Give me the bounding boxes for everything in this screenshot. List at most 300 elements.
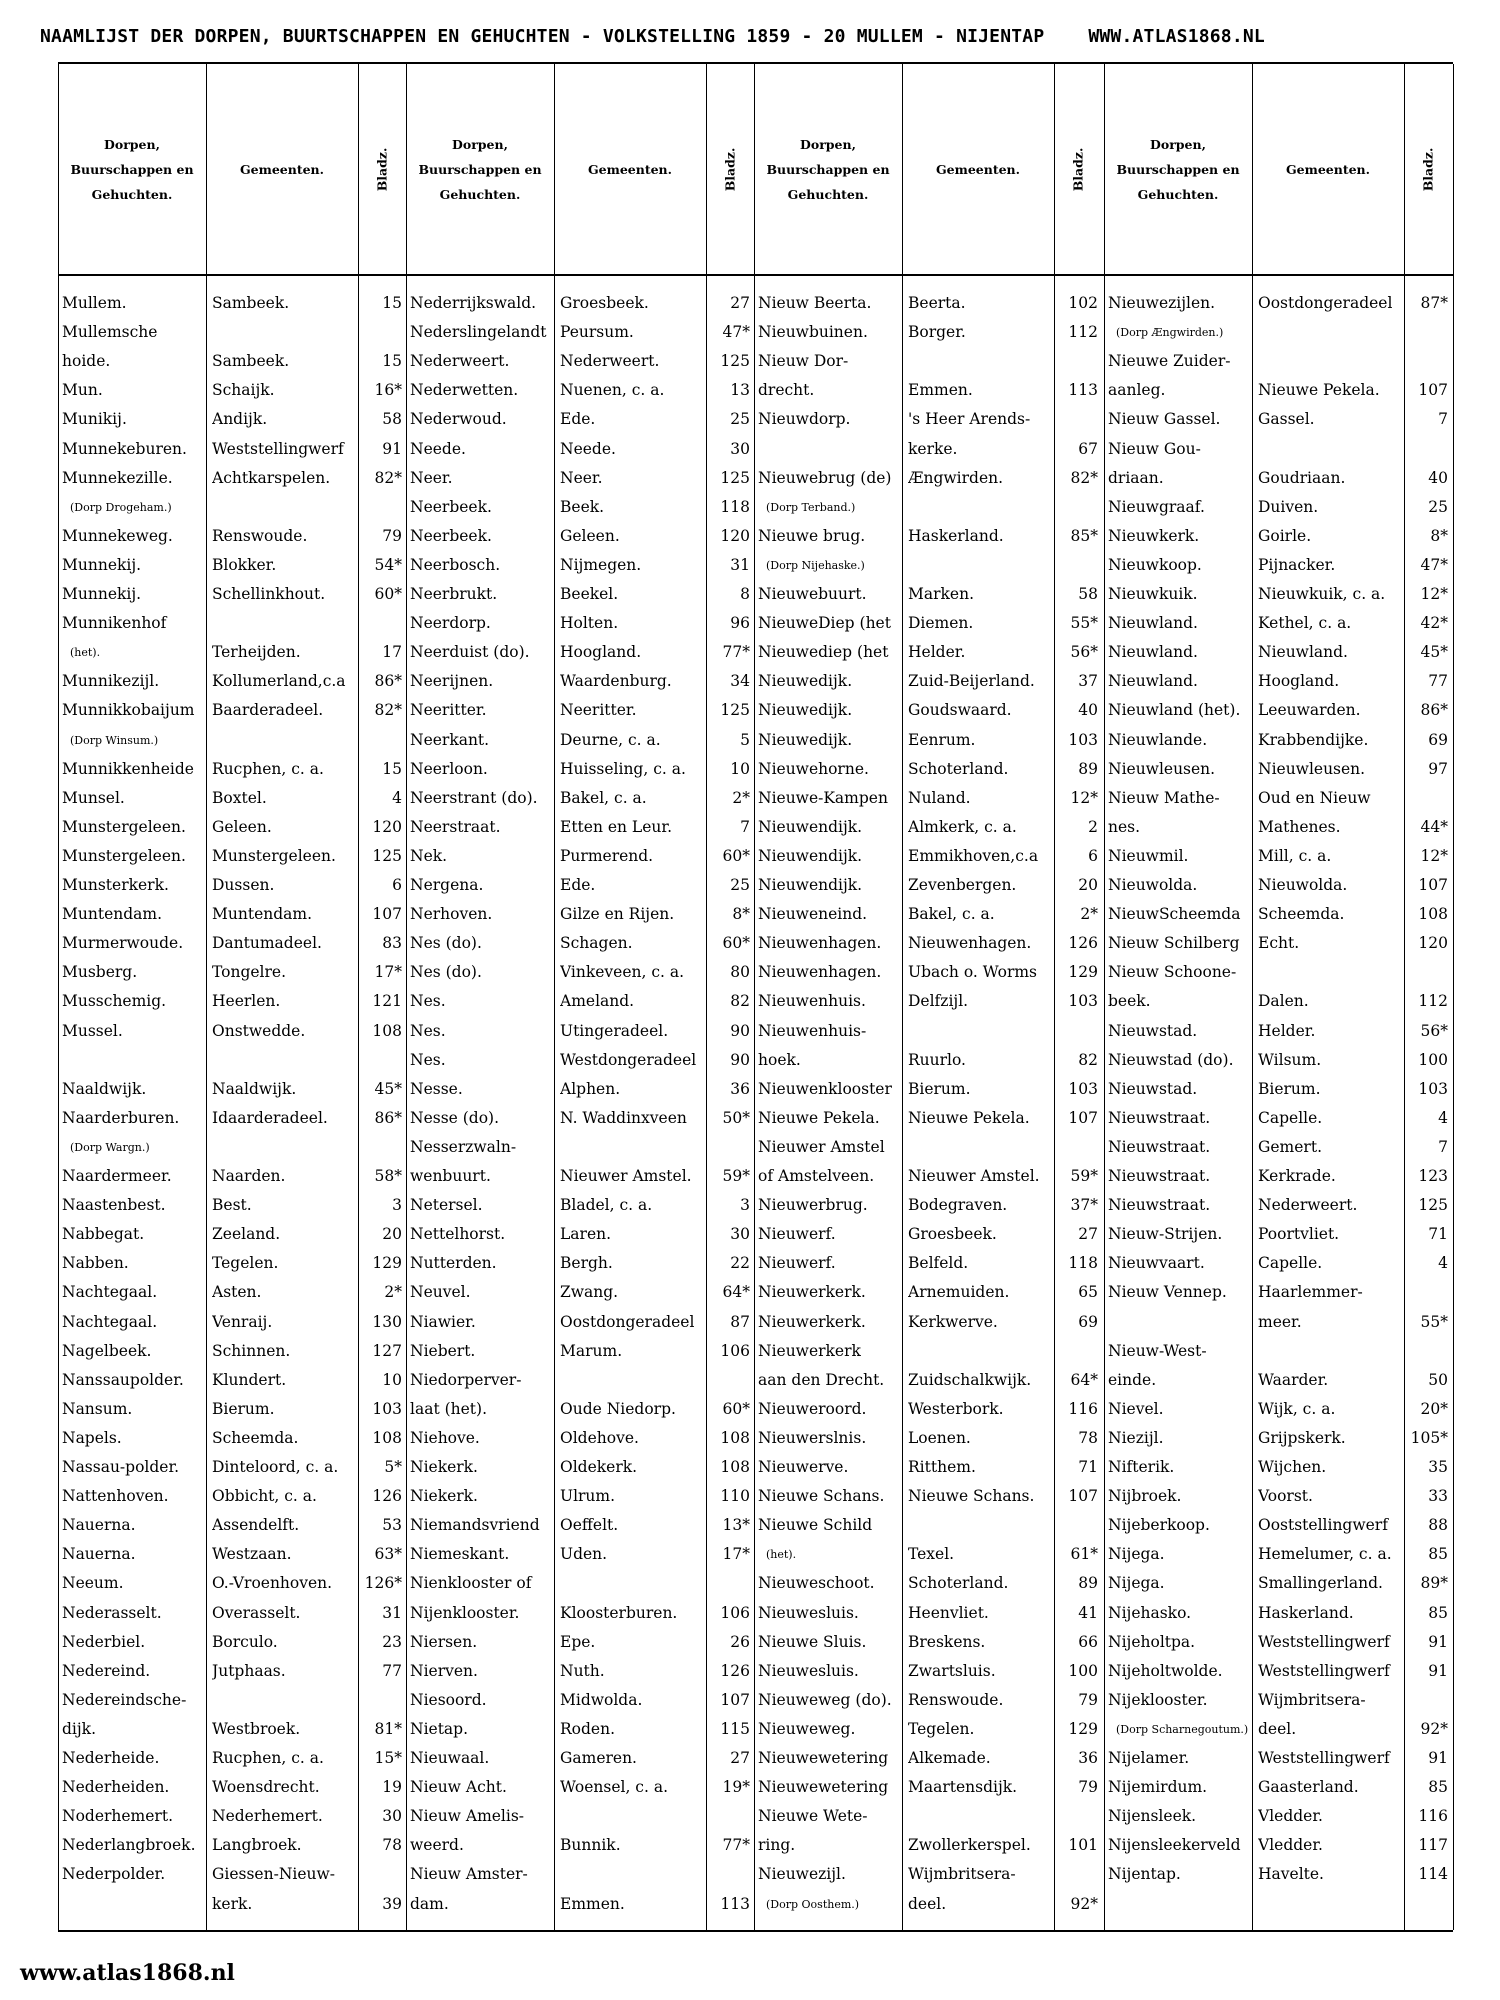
page-number: 92* (1420, 1719, 1448, 1738)
place-name: Nieuw Gou- (1108, 439, 1201, 458)
page-number: 126 (720, 1661, 750, 1680)
municipality-name (560, 1860, 704, 1889)
municipality-name: Haarlemmer- (1258, 1283, 1363, 1302)
column-rule (358, 64, 359, 1930)
municipality-name: Best. (212, 1196, 252, 1215)
municipality-name: Zuid-Beijerland. (908, 672, 1035, 691)
page-number: 56* (1420, 1021, 1448, 1040)
place-name: Nederlangbroek. (62, 1836, 196, 1855)
page-number: 106 (720, 1341, 750, 1360)
municipality-name: Terheijden. (212, 643, 301, 662)
municipality-name: Capelle. (1258, 1108, 1323, 1127)
page-number: 53 (382, 1516, 402, 1535)
municipality-name: Epe. (560, 1632, 596, 1651)
page-number: 63* (374, 1545, 402, 1564)
municipality-name: Helder. (908, 643, 966, 662)
municipality-name: Zeeland. (212, 1225, 281, 1244)
column-rule (206, 64, 207, 1930)
municipality-name: Gaasterland. (1258, 1778, 1359, 1797)
municipality-name: Kethel, c. a. (1258, 614, 1352, 633)
place-name (1108, 1308, 1250, 1337)
place-name: Nes (do). (410, 963, 482, 982)
page-number: 66 (1078, 1632, 1098, 1651)
page-number: 125 (720, 701, 750, 720)
place-name: (het). (766, 1548, 797, 1562)
page-number: 19* (722, 1778, 750, 1797)
page-number: 35 (1428, 1458, 1448, 1476)
municipality-name: Dussen. (212, 876, 275, 894)
page-number (708, 1133, 750, 1162)
page-number: 60* (722, 1399, 750, 1418)
municipality-name: Holten. (560, 614, 619, 633)
page-number (708, 1802, 750, 1831)
municipality-name: Belfeld. (908, 1254, 969, 1273)
municipality-name: Rucphen, c. a. (212, 759, 324, 778)
page-number: 7 (1438, 410, 1448, 429)
place-name: Nieuwerbrug. (758, 1196, 868, 1215)
place-name: Nieuwmil. (1108, 846, 1189, 865)
municipality-name: Zwollerkerspel. (908, 1836, 1031, 1855)
place-name: Munnekeburen. (62, 439, 187, 458)
place-name: Nieuwdorp. (758, 410, 851, 429)
place-name: Neerloon. (410, 759, 488, 778)
municipality-name (1258, 1890, 1402, 1919)
place-name: Nieuweneind. (758, 905, 868, 924)
header-page (1406, 64, 1450, 274)
place-name: Niawier. (410, 1312, 476, 1331)
municipality-name: Schoterland. (908, 759, 1009, 778)
place-name: Nierven. (410, 1661, 478, 1680)
place-name: Nieuwland (het). (1108, 701, 1241, 720)
place-name: hoek. (758, 1050, 801, 1069)
municipality-name (560, 1133, 704, 1162)
place-name: Nieuwe Pekela. (758, 1108, 880, 1127)
municipality-name: Nuenen, c. a. (560, 381, 665, 400)
header-place (756, 64, 900, 274)
municipality-name: Schellinkhout. (212, 585, 326, 603)
page-number: 27 (730, 294, 750, 312)
place-name: Nieuwesluis. (758, 1603, 859, 1622)
place-name: Neer. (410, 468, 453, 487)
municipality-name: Scheemda. (1258, 905, 1345, 924)
column-header-row (406, 64, 754, 276)
page-number: 30 (730, 439, 750, 458)
page-number: 91 (1428, 1661, 1448, 1680)
place-name: aan den Drecht. (758, 1370, 885, 1389)
page-number: 58* (374, 1167, 402, 1185)
column-rule (754, 64, 755, 1930)
place-name: Nijehasko. (1108, 1603, 1192, 1622)
municipality-name: Heenvliet. (908, 1603, 989, 1622)
place-name: Neede. (410, 439, 466, 458)
page-number: 15 (382, 294, 402, 312)
page-number: 26 (730, 1632, 750, 1651)
header-place (1106, 64, 1250, 274)
municipality-name: Woensel, c. a. (560, 1778, 669, 1797)
page-number: 130 (372, 1312, 402, 1331)
page-number (1406, 1278, 1448, 1307)
page-number: 85 (1428, 1778, 1448, 1797)
page-number: 23 (382, 1632, 402, 1651)
municipality-name: Giessen-Nieuw- (212, 1865, 335, 1884)
page-number (708, 1860, 750, 1889)
page-number (1406, 784, 1448, 813)
municipality-name: Dantumadeel. (212, 934, 322, 953)
municipality-name: Baarderadeel. (212, 701, 324, 720)
page-number: 82* (374, 701, 402, 720)
page-number: 108 (1418, 905, 1448, 924)
place-name: Nieuwendijk. (758, 817, 863, 836)
place-name: Nijensleek. (1108, 1807, 1197, 1826)
municipality-name: Vinkeveen, c. a. (560, 963, 685, 982)
municipality-name: Etten en Leur. (560, 817, 673, 836)
page-number: 108 (720, 1428, 750, 1447)
page-number: 88 (1428, 1516, 1448, 1535)
municipality-name: Oostdongeradeel (560, 1312, 695, 1331)
municipality-name: N. Waddinxveen (560, 1108, 687, 1127)
page-number (360, 1046, 402, 1075)
municipality-name: Geleen. (560, 526, 620, 545)
page-number: 15 (382, 352, 402, 371)
place-name: Nieuwewetering (758, 1778, 889, 1797)
page-number: 125 (372, 846, 402, 865)
place-name: Niebert. (410, 1341, 476, 1360)
municipality-name: Hemelumer, c. a. (1258, 1545, 1392, 1564)
place-name: Musberg. (62, 963, 138, 982)
municipality-name: Sambeek. (212, 294, 290, 312)
column-band-4 (1104, 64, 1453, 1930)
place-name: Nieuweweg (do). (758, 1690, 892, 1709)
page-number (360, 493, 402, 522)
municipality-name: Tegelen. (908, 1719, 975, 1738)
page-number: 77* (722, 643, 750, 662)
municipality-name: Roden. (560, 1719, 616, 1738)
municipality-name: Beekel. (560, 585, 619, 603)
page-number: 108 (372, 1428, 402, 1447)
place-name: Munnikkobaijum (62, 701, 195, 720)
place-name: Nederbiel. (62, 1632, 146, 1651)
place-name: NieuwScheemda (1108, 905, 1241, 924)
place-name: Nieuwenhagen. (758, 963, 882, 982)
page-number: 3 (392, 1196, 402, 1215)
page-number: 13* (722, 1516, 750, 1535)
page-number: 110 (720, 1487, 750, 1506)
page-number: 42* (1420, 614, 1448, 633)
page-number: 4 (1438, 1254, 1448, 1273)
place-name: Munstergeleen. (62, 817, 186, 836)
page-number: 129 (372, 1254, 402, 1273)
page-number: 25 (730, 876, 750, 894)
place-name: Nek. (410, 846, 448, 865)
place-name: Nesserzwaln- (410, 1137, 517, 1156)
municipality-name: Naaldwijk. (212, 1079, 297, 1098)
municipality-name: Oeffelt. (560, 1516, 619, 1535)
page-number (1056, 1511, 1098, 1540)
place-name: Nieuwerve. (758, 1458, 849, 1476)
column-rule (58, 64, 59, 1930)
column-header-row (754, 64, 1104, 276)
municipality-name: Delfzijl. (908, 992, 969, 1011)
page-number: 123 (1418, 1167, 1448, 1185)
place-name: Mullemsche (62, 323, 158, 342)
municipality-name: Goirle. (1258, 526, 1312, 545)
place-name: Nieuwesluis. (758, 1661, 859, 1680)
page-number: 16* (374, 381, 402, 400)
municipality-name: Bergh. (560, 1254, 613, 1273)
page-number: 10 (730, 759, 750, 778)
page-number: 86* (374, 672, 402, 691)
place-name: Nederheide. (62, 1749, 160, 1767)
column-rule (1054, 64, 1055, 1930)
place-name: Nieuwerf. (758, 1225, 836, 1244)
municipality-name: Beek. (560, 497, 605, 516)
place-name: Nieuwgraaf. (1108, 497, 1205, 516)
place-name: Nieuwebuurt. (758, 585, 867, 603)
municipality-name: Zuidschalkwijk. (908, 1370, 1032, 1389)
page-number: 8* (732, 905, 750, 924)
municipality-name: Voorst. (1258, 1487, 1313, 1506)
column-rule (1453, 64, 1454, 1930)
page-number: 50* (722, 1108, 750, 1127)
place-name: Nauerna. (62, 1516, 136, 1535)
place-name: (Dorp Oosthem.) (766, 1897, 860, 1911)
place-name: Nieuwkerk. (1108, 526, 1200, 545)
place-name: Nieuwedijk. (758, 701, 853, 720)
place-name: Mun. (62, 381, 103, 400)
page-number: 107 (1068, 1487, 1098, 1506)
place-name: Nijbroek. (1108, 1487, 1182, 1506)
place-name: Nedereind. (62, 1661, 151, 1680)
column-band-3 (754, 64, 1104, 1930)
municipality-name: Bunnik. (560, 1836, 621, 1855)
place-name: Niesoord. (410, 1690, 487, 1709)
page-number: 33 (1428, 1487, 1448, 1506)
municipality-name: Zevenbergen. (908, 876, 1017, 894)
column-header-row (58, 64, 406, 276)
page-number: 47* (1420, 555, 1448, 574)
place-name: Nieuw Amelis- (410, 1807, 525, 1826)
place-name: Naaldwijk. (62, 1079, 147, 1098)
place-name: Nieuwehorne. (758, 759, 869, 778)
page-number: 40 (1078, 701, 1098, 720)
page-header (40, 26, 1460, 50)
place-name: Munsel. (62, 788, 125, 807)
column-band-2 (406, 64, 754, 1930)
place-name: Nederwetten. (410, 381, 519, 400)
page-number (1056, 1860, 1098, 1889)
place-name: Nieuwenhuis- (758, 1021, 867, 1040)
municipality-name: Nieuwer Amstel. (908, 1167, 1040, 1185)
page-number (1056, 1133, 1098, 1162)
page-number: 7 (1438, 1137, 1448, 1156)
municipality-name: Nieuwland. (1258, 643, 1348, 662)
place-name (758, 435, 900, 464)
municipality-name (1258, 1337, 1402, 1366)
page-number: 107 (1418, 381, 1448, 400)
municipality-name: Emmikhoven,c.a (908, 846, 1039, 865)
municipality-name: Geleen. (212, 817, 272, 836)
page-number (360, 1133, 402, 1162)
municipality-name: Ruurlo. (908, 1050, 966, 1069)
column-rule (1104, 64, 1105, 1930)
place-name: Nieuwvaart. (1108, 1254, 1205, 1273)
place-name: Niersen. (410, 1632, 478, 1651)
place-name: Neerstrant (do). (410, 788, 538, 807)
footer-url: www.atlas1868.nl (20, 1960, 235, 1986)
place-name: Niehove. (410, 1428, 480, 1447)
page-number: 86* (374, 1108, 402, 1127)
place-name: Nes. (410, 1021, 446, 1040)
page-number: 30 (730, 1225, 750, 1244)
page-number: 129 (1068, 1719, 1098, 1738)
municipality-name: Schagen. (560, 934, 633, 953)
municipality-name: Dalen. (1258, 992, 1309, 1011)
municipality-name: Ede. (560, 876, 596, 894)
municipality-name: Goudriaan. (1258, 468, 1346, 487)
page-number: 2 (1088, 817, 1098, 836)
municipality-name (908, 551, 1052, 580)
place-name: Nieuw Gassel. (1108, 410, 1221, 429)
municipality-name: Weststellingwerf (212, 439, 344, 458)
municipality-name: Almkerk, c. a. (908, 817, 1017, 836)
municipality-name: Nieuwer Amstel. (560, 1167, 692, 1185)
place-name: Nanssaupolder. (62, 1370, 184, 1389)
place-name: Nieuweroord. (758, 1399, 867, 1418)
place-name: Naardermeer. (62, 1167, 172, 1185)
municipality-name: Gameren. (560, 1749, 637, 1767)
place-name: Nutterden. (410, 1254, 497, 1273)
municipality-name: Rucphen, c. a. (212, 1749, 324, 1767)
municipality-name: Zwartsluis. (908, 1661, 996, 1680)
place-name: Munstergeleen. (62, 846, 186, 865)
place-name: Nijelamer. (1108, 1749, 1190, 1767)
page-number: 59* (1070, 1167, 1098, 1185)
site-name: WWW.ATLAS1868.NL (1088, 26, 1265, 47)
municipality-name: Weststellingwerf (1258, 1749, 1390, 1767)
municipality-name: Muntendam. (212, 905, 313, 924)
municipality-name: Nieuwenhagen. (908, 934, 1032, 953)
page-number: 2* (732, 788, 750, 807)
municipality-name: Oldehove. (560, 1428, 639, 1447)
place-name: Niemeskant. (410, 1545, 510, 1564)
municipality-name: Haskerland. (1258, 1603, 1354, 1622)
place-name: Niemandsvriend (410, 1516, 540, 1535)
page-number: 20* (1420, 1399, 1448, 1418)
place-name: (Dorp Nijehaske.) (766, 558, 865, 572)
municipality-name: Smallingerland. (1258, 1574, 1383, 1593)
municipality-name: Neede. (560, 439, 616, 458)
place-name: Neerdorp. (410, 614, 491, 633)
place-name: Neerbosch. (410, 555, 501, 574)
municipality-name: Midwolda. (560, 1690, 643, 1709)
page-number: 82 (1078, 1050, 1098, 1069)
municipality-name: Schinnen. (212, 1341, 291, 1360)
municipality-name (908, 1337, 1052, 1366)
page-number: 64* (722, 1283, 750, 1302)
place-name: (Dorp Drogeham.) (70, 500, 172, 514)
place-name: Nederasselt. (62, 1603, 162, 1622)
page-number: 27 (1078, 1225, 1098, 1244)
header-page-text: Bladz. (722, 147, 738, 191)
page-number: 55* (1070, 614, 1098, 633)
page-number: 82* (374, 468, 402, 487)
page-number: 54* (374, 555, 402, 574)
municipality-name: kerke. (908, 439, 958, 458)
page-number: 80 (730, 963, 750, 982)
page-number: 100 (1068, 1661, 1098, 1680)
place-name: Nieuwaal. (410, 1749, 490, 1767)
page-number: 59* (722, 1167, 750, 1185)
municipality-name: Venraij. (212, 1312, 273, 1331)
municipality-name (212, 1046, 356, 1075)
page-number: 103 (372, 1399, 402, 1418)
place-name: Nieuw Mathe- (1108, 788, 1220, 807)
page-number: 61* (1070, 1545, 1098, 1564)
header-place (408, 64, 552, 274)
page-number: 20 (1078, 876, 1098, 894)
place-name: Murmerwoude. (62, 934, 184, 953)
place-name: Nieuwenhuis. (758, 992, 866, 1011)
place-name: Nievel. (1108, 1399, 1164, 1418)
page-number: 7 (740, 817, 750, 836)
page-number: 125 (1418, 1196, 1448, 1215)
place-name: laat (het). (410, 1399, 488, 1418)
municipality-name: Overasselt. (212, 1603, 301, 1622)
page-number: 91 (1428, 1749, 1448, 1767)
municipality-name: Tongelre. (212, 963, 287, 982)
column-header-row (1104, 64, 1453, 276)
page-number: 79 (1078, 1690, 1098, 1709)
place-name: Naarderburen. (62, 1108, 180, 1127)
municipality-name (908, 1511, 1052, 1540)
municipality-name: Havelte. (1258, 1865, 1324, 1884)
place-name: Nieuwendijk. (758, 876, 863, 894)
place-name: Nietap. (410, 1719, 469, 1738)
place-name: Nieuwe Sluis. (758, 1632, 867, 1651)
place-name: (Dorp Ængwirden.) (1116, 326, 1224, 340)
page-number: 25 (730, 410, 750, 429)
page-number: 65 (1078, 1283, 1098, 1302)
page-number: 6 (392, 876, 402, 894)
place-name: Munnekeweg. (62, 526, 173, 545)
municipality-name: Ooststellingwerf (1258, 1516, 1388, 1535)
page-number: 4 (1438, 1108, 1448, 1127)
municipality-name: Bodegraven. (908, 1196, 1008, 1215)
header-municipality-text: Gemeenten. (1285, 161, 1370, 177)
page-number (1056, 1802, 1098, 1831)
page-number: 47* (722, 323, 750, 342)
municipality-name: Kollumerland,c.a (212, 672, 346, 691)
place-name: Mussel. (62, 1021, 123, 1040)
municipality-name: Oud en Nieuw (1258, 788, 1371, 807)
header-place-text: Dorpen, Buurschappen en Gehuchten. (766, 136, 890, 202)
place-name: Munnekezille. (62, 468, 173, 487)
column-rule (902, 64, 903, 1930)
place-name: Nieuw Dor- (758, 352, 849, 371)
page-number: 115 (720, 1719, 750, 1738)
page-number: 100 (1418, 1050, 1448, 1069)
page-number: 71 (1078, 1458, 1098, 1476)
place-name: Nederweert. (410, 352, 510, 371)
municipality-name: Vledder. (1258, 1836, 1323, 1855)
place-name: Neuvel. (410, 1283, 471, 1302)
page-number: 31 (382, 1603, 402, 1622)
page-number: 116 (1068, 1399, 1098, 1418)
page-number (1406, 1686, 1448, 1715)
place-name: nes. (1108, 817, 1141, 836)
page-number: 96 (730, 614, 750, 633)
place-name: Nerhoven. (410, 905, 493, 924)
